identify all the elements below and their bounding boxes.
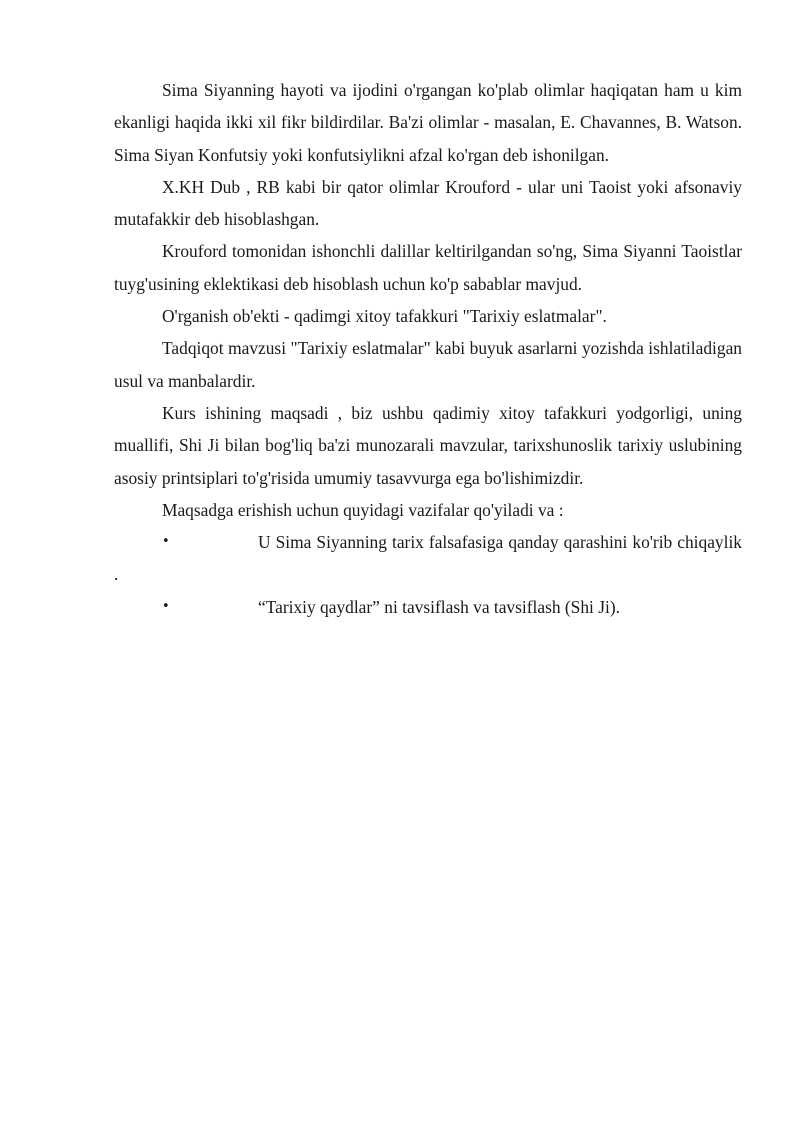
bullet-icon: • <box>162 534 170 550</box>
paragraph-taoist-view: X.KH Dub , RB kabi bir qator olimlar Krouford - ular uni Taoist yoki afsonaviy mutafakkir deb hisoblashgan. <box>114 176 742 230</box>
document-body <box>114 74 742 623</box>
paragraph-research-object: O'rganish ob'ekti - qadimgi xitoy tafakkuri "Tarixiy eslatmalar". <box>162 306 607 327</box>
paragraph-scholars-opinions: Sima Siyanning hayoti va ijodini o'rgangan ko'plab olimlar haqiqatan ham u kim ekanligi haqida ikki xil fikr bildirdilar. Ba'zi olimlar - masalan, E. Chavannes, B. Watson. Sima Siyan Konfutsiy yoki konfutsiylikni afzal ko'rgan deb ishonilgan. <box>114 80 742 165</box>
bullet-text: U Sima Siyanning tarix falsafasiga qanday qarashini ko'rib chiqaylik . <box>114 532 742 585</box>
paragraph-tasks-intro: Maqsadga erishish uchun quyidagi vazifalar qo'yiladi va : <box>162 499 564 520</box>
bullet-icon: • <box>162 598 170 614</box>
bullet-item-philosophy <box>114 526 742 591</box>
paragraph-krouford-evidence: Krouford tomonidan ishonchli dalillar keltirilgandan so'ng, Sima Siyanni Taoistlar tuyg'usining eklektikasi deb hisoblash uchun ko'p sabablar mavjud. <box>114 241 742 294</box>
bullet-item-description <box>114 591 742 623</box>
paragraph-course-goal: Kurs ishining maqsadi , biz ushbu qadimiy xitoy tafakkuri yodgorligi, uning muallifi, Shi Ji bilan bog'liq ba'zi munozarali mavzular, tarixshunoslik tarixiy uslubining asosiy printsiplari to'g'risida umumiy tasavvurga ega bo'lishimizdir. <box>114 402 742 488</box>
bullet-text: “Tarixiy qaydlar” ni tavsiflash va tavsiflash (Shi Ji). <box>258 596 620 617</box>
paragraph-research-subject: Tadqiqot mavzusi "Tarixiy eslatmalar" kabi buyuk asarlarni yozishda ishlatiladigan usul va manbalardir. <box>114 338 742 391</box>
